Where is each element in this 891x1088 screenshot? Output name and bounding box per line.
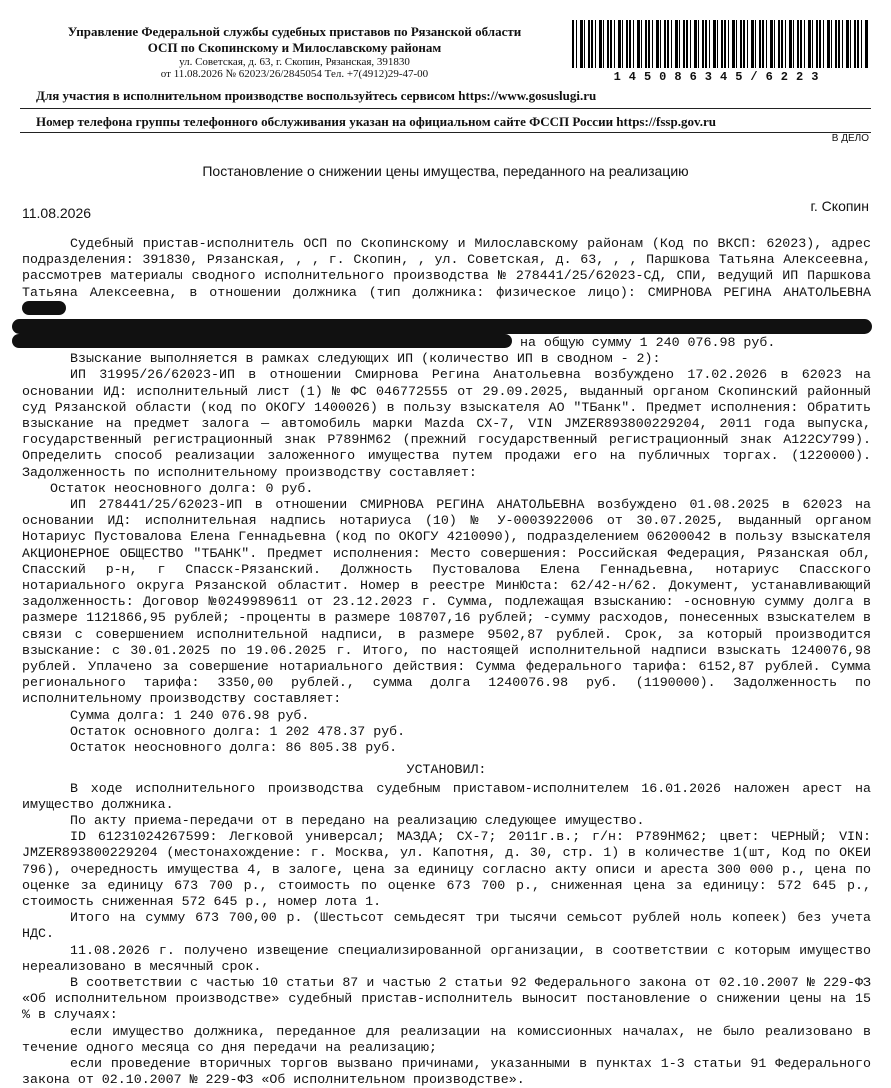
paragraph: ИП 31995/26/62023-ИП в отношении Смирнова Регина Анатольевна возбуждено 17.02.2026 в 62023 на основании ИД: исполнительный лист (1) № ФС 046772555 от 29.09.2025, выданный органом Скопинский районный суд Рязанской области (код по ОКОГУ 1400026) в пользу взыскателя АО "ТБанк". Предмет исполнения: Обратить взыскание на предмет залога — автомобиль марки Mazda CX-7, VIN JMZER893800229204, 2011 года выпуска, государственный регистрационный знак Р789НМ62 (прежний государственный регистрационный знак А122СУ799). Определить способ реализации заложенного имущества путем продажи его на публичных торгах. (1220000). Задолженность по исполнительному производству составляет:: [22, 367, 871, 480]
debt-line: Сумма долга: 1 240 076.98 руб.: [70, 707, 310, 723]
redaction-mark: [12, 334, 512, 348]
redaction-mark: [12, 319, 872, 334]
department-name: ОСП по Скопинскому и Милославскому районам: [147, 40, 442, 55]
v-delo-mark: В ДЕЛО: [831, 133, 869, 144]
letterhead: [22, 24, 567, 80]
paragraph: Итого на сумму 673 700,00 р. (Шестьсот семьдесят три тысячи семьсот рублей ноль копеек) без учета НДС.: [22, 910, 871, 942]
phone-notice: Номер телефона группы телефонного обслуживания указан на официальном сайте ФССП России https://fssp.gov.ru: [36, 114, 716, 129]
paragraph: если имущество должника, переданное для реализации на комиссионных началах, не было реализовано в течение одного месяца со дня передачи на реализацию;: [22, 1023, 871, 1055]
debt-line: Остаток основного долга: 1 202 478.37 руб.: [70, 723, 406, 739]
divider: [20, 108, 871, 109]
department-address: ул. Советская, д. 63, г. Скопин, Рязанская, 391830: [179, 56, 410, 68]
paragraph: [22, 334, 871, 351]
paragraph: В ходе исполнительного производства судебным приставом-исполнителем 16.01.2026 наложен арест на имущество должника.: [22, 780, 871, 812]
paragraph: [22, 236, 871, 318]
document-reference: от 11.08.2026 № 62023/26/2845054 Тел. +7(4912)29-47-00: [160, 68, 429, 80]
paragraph: Остаток неосновного долга: 0 руб.: [50, 480, 314, 496]
barcode-bars: [572, 20, 868, 68]
section-heading: УСТАНОВИЛ:: [406, 762, 487, 778]
total-amount: на общую сумму 1 240 076.98 руб.: [519, 335, 776, 351]
barcode: [572, 20, 868, 82]
document-title: Постановление о снижении цены имущества, переданного на реализацию: [202, 163, 689, 179]
paragraph: ID 61231024267599: Легковой универсал; МАЗДА; CX-7; 2011г.в.; г/н: Р789НМ62; цвет: ЧЕРНЫЙ; VIN: JMZER893800229204 (местонахождение: г. Москва, ул. Капотня, д. 30, стр. 1) в количестве 1(шт, Код по ОКЕИ 796), очередность имущества 4, в залоге, цена за единицу согласно акту описи и ареста 300 000 р., цена по оценке за единицу 673 700 р., стоимость по оценке 673 700 р., сниженная цена за единицу: 572 645 р., стоимость сниженная 572 645 р., номер лота 1.: [22, 829, 871, 909]
debt-line: Остаток неосновного долга: 86 805.38 руб.: [70, 740, 398, 756]
divider: [20, 132, 871, 133]
document-body: [22, 236, 871, 1088]
paragraph: Взыскание выполняется в рамках следующих ИП (количество ИП в сводном - 2):: [70, 351, 661, 367]
paragraph: 11.08.2026 г. получено извещение специализированной организации, в соответствии с которым имущество нереализовано в месячный срок.: [22, 942, 871, 974]
paragraph: ИП 278441/25/62023-ИП в отношении СМИРНОВА РЕГИНА АНАТОЛЬЕВНА возбуждено 01.08.2025 в 62023 на основании ИД: исполнительная надпись нотариуса (10) № У-0003922006 от 30.07.2025, выданный органом Нотариус Пустовалова Елена Геннадьевна (код по ОКОГУ 4210090), подразделением 06200042 в пользу взыскателя АКЦИОНЕРНОЕ ОБЩЕСТВО "ТБАНК". Предмет исполнения: Место совершения: Российская Федерация, Рязанская обл, Спасский р-н, г Спасск-Рязанский. Должность Пустовалова Елена Геннадьевна, нотариус Спасского нотариального округа Рязанской областит. Номер в реестре МинЮста: 62/42-н/62. Документ, устанавливающий задолженность: Договор №0249989611 от 23.12.2023 г. Сумма, подлежащая взысканию: -основную сумму долга в размере 1121866,95 рублей; -проценты в размере 108707,16 рублей; -сумму расходов, понесенных взыскателем в связи с совершением исполнительной надписи, в размере 9502,87 рублей. Срок, за который производится взыскание: с 30.01.2025 по 19.06.2025 г. Итого, по настоящей исполнительной надписи взыскать 1240076,98 рублей. Уплачено за совершение нотариального действия: Сумма федерального тарифа: 6152,87 рублей. Сумма регионального тарифа: 3350,00 рублей., сумма долга 1240076.98 руб. (1190000). Задолженность по исполнительному производству составляет:: [22, 497, 871, 707]
document-city: г. Скопин: [810, 198, 869, 214]
org-name: Управление Федеральной службы судебных приставов по Рязанской области: [67, 24, 522, 39]
paragraph-text: Судебный пристав-исполнитель ОСП по Скопинскому и Милославскому районам (Код по ВКСП: 62023), адрес подразделения: 391830, Рязанская, , , г. Скопин, , ул. Советская, д. 63, , , Паршкова Татьяна Алексеевна, рассмотрев материалы сводного исполнительного производства № 278441/25/62023-СД, СПИ, ведущий ИП Паршкова Татьяна Алексеевна, в отношении должника (тип должника: физическое лицо): СМИРНОВА РЕГИНА АНАТОЛЬЕВНА: [22, 236, 871, 300]
paragraph: если проведение вторичных торгов вызвано причинами, указанными в пунктах 1-3 статьи 91 Федерального закона от 02.10.2007 № 229-ФЗ «Об исполнительном производстве».: [22, 1055, 871, 1088]
barcode-number: 145086345/6223: [613, 70, 827, 84]
gosuslugi-notice: Для участия в исполнительном производстве воспользуйтесь сервисом https://www.gosuslugi.ru: [36, 88, 597, 103]
paragraph: В соответствии с частью 10 статьи 87 и частью 2 статьи 92 Федерального закона от 02.10.2007 № 229-ФЗ «Об исполнительном производстве» судебный пристав-исполнитель выносит постановление о снижении цены на 15 % в случаях:: [22, 974, 871, 1023]
paragraph: По акту приема-передачи от в передано на реализацию следующее имущество.: [70, 812, 645, 828]
redaction-mark: [22, 301, 66, 315]
document-date: 11.08.2026: [22, 205, 92, 221]
